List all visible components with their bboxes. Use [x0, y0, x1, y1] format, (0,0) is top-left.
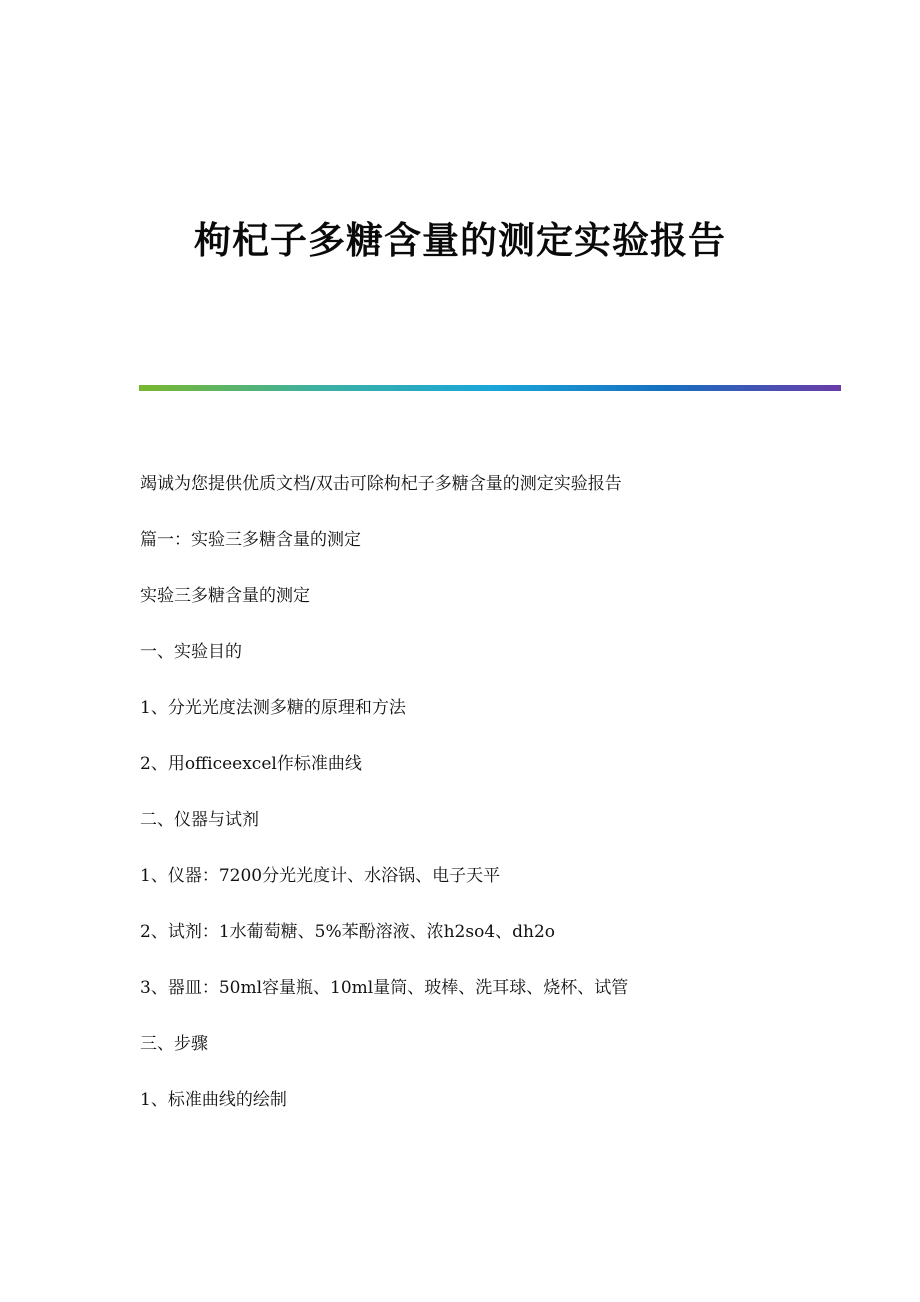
- section-heading-steps: 三、步骤: [140, 1034, 208, 1054]
- body-line-purpose-1: 1、分光光度法测多糖的原理和方法: [140, 698, 406, 718]
- document-body: [140, 470, 840, 1142]
- body-line-experiment-title: 实验三多糖含量的测定: [140, 586, 310, 606]
- body-line-intro: 竭诚为您提供优质文档/双击可除枸杞子多糖含量的测定实验报告: [140, 474, 622, 494]
- body-line-glassware: 3、器皿：50ml容量瓶、10ml量筒、玻棒、洗耳球、烧杯、试管: [140, 978, 629, 998]
- body-line-step-1: 1、标准曲线的绘制: [140, 1090, 287, 1110]
- section-heading-instruments: 二、仪器与试剂: [140, 810, 259, 830]
- body-line-instruments: 1、仪器：7200分光光度计、水浴锅、电子天平: [140, 866, 501, 886]
- body-line-reagents: 2、试剂：1水葡萄糖、5%苯酚溶液、浓h2so4、dh2o: [140, 922, 556, 942]
- document-title: 枸杞子多糖含量的测定实验报告: [194, 218, 726, 262]
- body-line-chapter-heading: 篇一：实验三多糖含量的测定: [140, 530, 361, 550]
- section-heading-purpose: 一、实验目的: [140, 642, 242, 662]
- title-divider: [139, 385, 841, 391]
- body-line-purpose-2: 2、用officeexcel作标准曲线: [140, 754, 362, 774]
